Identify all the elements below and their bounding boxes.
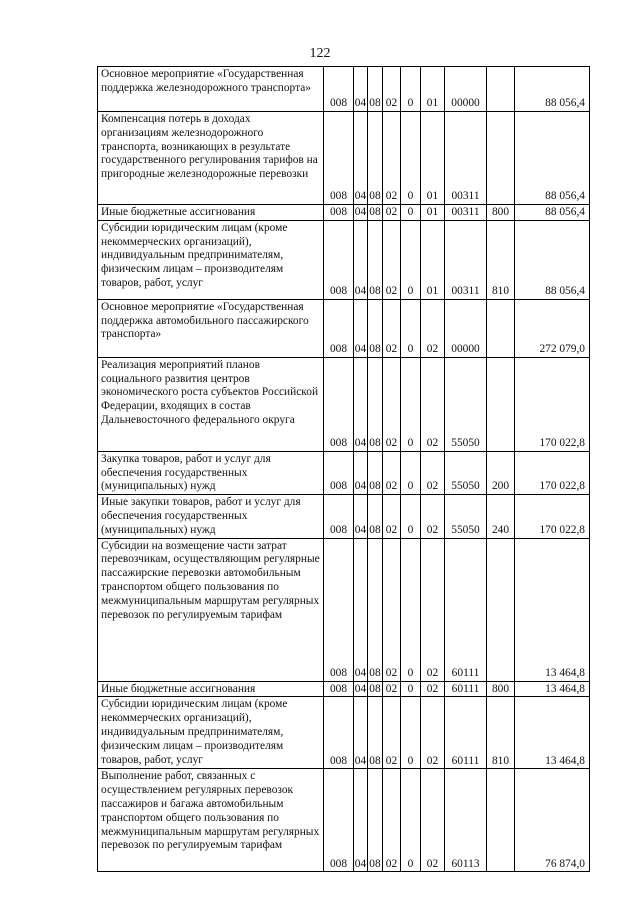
table-row (98, 220, 590, 299)
item-name: Субсидии юридическим лицам (кроме некоммерческих организаций), индивидуальным предпринимателям, физическим лицам – производителям товаров, работ, услуг (101, 698, 288, 766)
subsection-code-cell: 08 (368, 112, 383, 205)
item-name: Выполнение работ, связанных с осуществлением регулярных перевозок пассажиров и багажа автомобильным транспортом общего пользования по межмуниципальным маршрутам регулярных перевозок по регулируемым тарифам (101, 770, 320, 852)
subsection-code-cell: 08 (368, 769, 383, 872)
amount-cell: 13 464,8 (515, 697, 590, 769)
ministry-code-cell: 008 (324, 205, 354, 221)
table-row (98, 538, 590, 681)
program-code-cell: 02 (383, 357, 401, 451)
expense-type-cell (487, 357, 515, 451)
page-number: 122 (309, 46, 331, 61)
program-code-cell: 02 (383, 681, 401, 697)
expense-type-cell (487, 538, 515, 681)
item-name-cell (98, 220, 324, 299)
main-event-code-cell: 01 (421, 220, 445, 299)
amount-cell: 170 022,8 (515, 451, 590, 494)
direction-code-cell: 00000 (445, 299, 487, 357)
item-name: Субсидии юридическим лицам (кроме некоммерческих организаций), индивидуальным предпринимателям, физическим лицам – производителям товаров, работ, услуг (101, 221, 288, 289)
subprogram-code-cell: 0 (401, 769, 421, 872)
item-name: Иные бюджетные ассигнования (101, 206, 256, 218)
subprogram-code-cell: 0 (401, 681, 421, 697)
item-name: Иные бюджетные ассигнования (101, 682, 256, 695)
item-name: Иные закупки товаров, работ и услуг для обеспечения государственных (муниципальных) нужд (101, 496, 301, 536)
item-name-cell (98, 205, 324, 221)
program-code-cell: 02 (383, 67, 401, 112)
budget-table-body (98, 67, 590, 872)
table-row (98, 299, 590, 357)
ministry-code-cell: 008 (324, 67, 354, 112)
subsection-code-cell: 08 (368, 697, 383, 769)
section-code-cell: 04 (354, 769, 368, 872)
subsection-code-cell: 08 (368, 299, 383, 357)
program-code-cell: 02 (383, 538, 401, 681)
section-code-cell: 04 (354, 697, 368, 769)
main-event-code-cell: 02 (421, 697, 445, 769)
subprogram-code-cell: 0 (401, 451, 421, 494)
direction-code-cell: 60113 (445, 769, 487, 872)
main-event-code-cell: 02 (421, 495, 445, 538)
subprogram-code-cell: 0 (401, 538, 421, 681)
table-row (98, 67, 590, 112)
subsection-code-cell: 08 (368, 495, 383, 538)
item-name-cell (98, 451, 324, 494)
subprogram-code-cell: 0 (401, 220, 421, 299)
subsection-code-cell: 08 (368, 67, 383, 112)
subprogram-code-cell: 0 (401, 67, 421, 112)
section-code-cell: 04 (354, 299, 368, 357)
item-name: Реализация мероприятий планов социального развития центров экономического роста субъектов Российской Федерации, входящих в состав Дальневосточного федерального округа (101, 358, 319, 426)
table-row (98, 205, 590, 221)
main-event-code-cell: 02 (421, 538, 445, 681)
section-code-cell: 04 (354, 451, 368, 494)
table-row (98, 769, 590, 872)
item-name: Закупка товаров, работ и услуг для обеспечения государственных (муниципальных) нужд (101, 452, 271, 493)
subsection-code-cell: 08 (368, 220, 383, 299)
table-row (98, 357, 590, 451)
program-code-cell: 02 (383, 299, 401, 357)
subsection-code-cell: 08 (368, 538, 383, 681)
section-code-cell: 04 (354, 112, 368, 205)
main-event-code-cell: 01 (421, 205, 445, 221)
program-code-cell: 02 (383, 112, 401, 205)
main-event-code-cell: 02 (421, 769, 445, 872)
direction-code-cell: 00000 (445, 67, 487, 112)
ministry-code-cell: 008 (324, 451, 354, 494)
main-event-code-cell: 02 (421, 299, 445, 357)
direction-code-cell: 55050 (445, 451, 487, 494)
main-event-code-cell: 02 (421, 357, 445, 451)
amount-cell: 88 056,4 (515, 220, 590, 299)
amount-cell: 13 464,8 (515, 681, 590, 697)
section-code-cell: 04 (354, 495, 368, 538)
program-code-cell: 02 (383, 769, 401, 872)
main-event-code-cell: 02 (421, 451, 445, 494)
direction-code-cell: 00311 (445, 112, 487, 205)
ministry-code-cell: 008 (324, 357, 354, 451)
section-code-cell: 04 (354, 67, 368, 112)
item-name-cell (98, 769, 324, 872)
ministry-code-cell: 008 (324, 681, 354, 697)
ministry-code-cell: 008 (324, 299, 354, 357)
table-row (98, 697, 590, 769)
direction-code-cell: 00311 (445, 205, 487, 221)
amount-cell: 88 056,4 (515, 112, 590, 205)
amount-cell: 170 022,8 (515, 495, 590, 538)
subprogram-code-cell: 0 (401, 495, 421, 538)
item-name: Компенсация потерь в доходах организациям железнодорожного транспорта, возникающих в результате государственного регулирования тарифов на пригородные железнодорожные перевозки (101, 113, 318, 181)
amount-cell: 272 079,0 (515, 299, 590, 357)
amount-cell: 88 056,4 (515, 67, 590, 112)
subprogram-code-cell: 0 (401, 697, 421, 769)
ministry-code-cell: 008 (324, 112, 354, 205)
table-row (98, 112, 590, 205)
expense-type-cell: 810 (487, 220, 515, 299)
section-code-cell: 04 (354, 681, 368, 697)
item-name-cell (98, 495, 324, 538)
expense-type-cell: 800 (487, 205, 515, 221)
section-code-cell: 04 (354, 357, 368, 451)
subprogram-code-cell: 0 (401, 112, 421, 205)
expense-type-cell: 810 (487, 697, 515, 769)
section-code-cell: 04 (354, 538, 368, 681)
amount-cell: 13 464,8 (515, 538, 590, 681)
main-event-code-cell: 01 (421, 112, 445, 205)
item-name-cell (98, 67, 324, 112)
ministry-code-cell: 008 (324, 495, 354, 538)
main-event-code-cell: 01 (421, 67, 445, 112)
amount-cell: 170 022,8 (515, 357, 590, 451)
program-code-cell: 02 (383, 697, 401, 769)
table-row (98, 451, 590, 494)
ministry-code-cell: 008 (324, 697, 354, 769)
program-code-cell: 02 (383, 220, 401, 299)
ministry-code-cell: 008 (324, 220, 354, 299)
expense-type-cell: 200 (487, 451, 515, 494)
expense-type-cell: 240 (487, 495, 515, 538)
expense-type-cell: 800 (487, 681, 515, 697)
budget-table (97, 66, 590, 872)
direction-code-cell: 55050 (445, 357, 487, 451)
amount-cell: 76 874,0 (515, 769, 590, 872)
item-name-cell (98, 538, 324, 681)
direction-code-cell: 60111 (445, 681, 487, 697)
item-name-cell (98, 681, 324, 697)
ministry-code-cell: 008 (324, 769, 354, 872)
item-name: Основное мероприятие «Государственная поддержка железнодорожного транспорта» (101, 68, 311, 94)
item-name-cell (98, 299, 324, 357)
subsection-code-cell: 08 (368, 357, 383, 451)
item-name: Субсидии на возмещение части затрат перевозчикам, осуществляющим регулярные пассажирские перевозки автомобильным транспортом общего пользования по межмуниципальным маршрутам регулярных перевозок по регулируемым тарифам (101, 539, 320, 621)
item-name-cell (98, 697, 324, 769)
direction-code-cell: 60111 (445, 538, 487, 681)
ministry-code-cell: 008 (324, 538, 354, 681)
expense-type-cell (487, 299, 515, 357)
item-name-cell (98, 112, 324, 205)
subprogram-code-cell: 0 (401, 205, 421, 221)
subprogram-code-cell: 0 (401, 357, 421, 451)
main-event-code-cell: 02 (421, 681, 445, 697)
subsection-code-cell: 08 (368, 681, 383, 697)
table-row (98, 681, 590, 697)
table-row (98, 495, 590, 538)
item-name: Основное мероприятие «Государственная поддержка автомобильного пассажирского транспорта» (101, 300, 309, 341)
item-name-cell (98, 357, 324, 451)
subsection-code-cell: 08 (368, 205, 383, 221)
subprogram-code-cell: 0 (401, 299, 421, 357)
direction-code-cell: 55050 (445, 495, 487, 538)
program-code-cell: 02 (383, 205, 401, 221)
expense-type-cell (487, 112, 515, 205)
direction-code-cell: 60111 (445, 697, 487, 769)
subsection-code-cell: 08 (368, 451, 383, 494)
program-code-cell: 02 (383, 451, 401, 494)
program-code-cell: 02 (383, 495, 401, 538)
expense-type-cell (487, 67, 515, 112)
section-code-cell: 04 (354, 205, 368, 221)
expense-type-cell (487, 769, 515, 872)
direction-code-cell: 00311 (445, 220, 487, 299)
section-code-cell: 04 (354, 220, 368, 299)
amount-cell: 88 056,4 (515, 205, 590, 221)
